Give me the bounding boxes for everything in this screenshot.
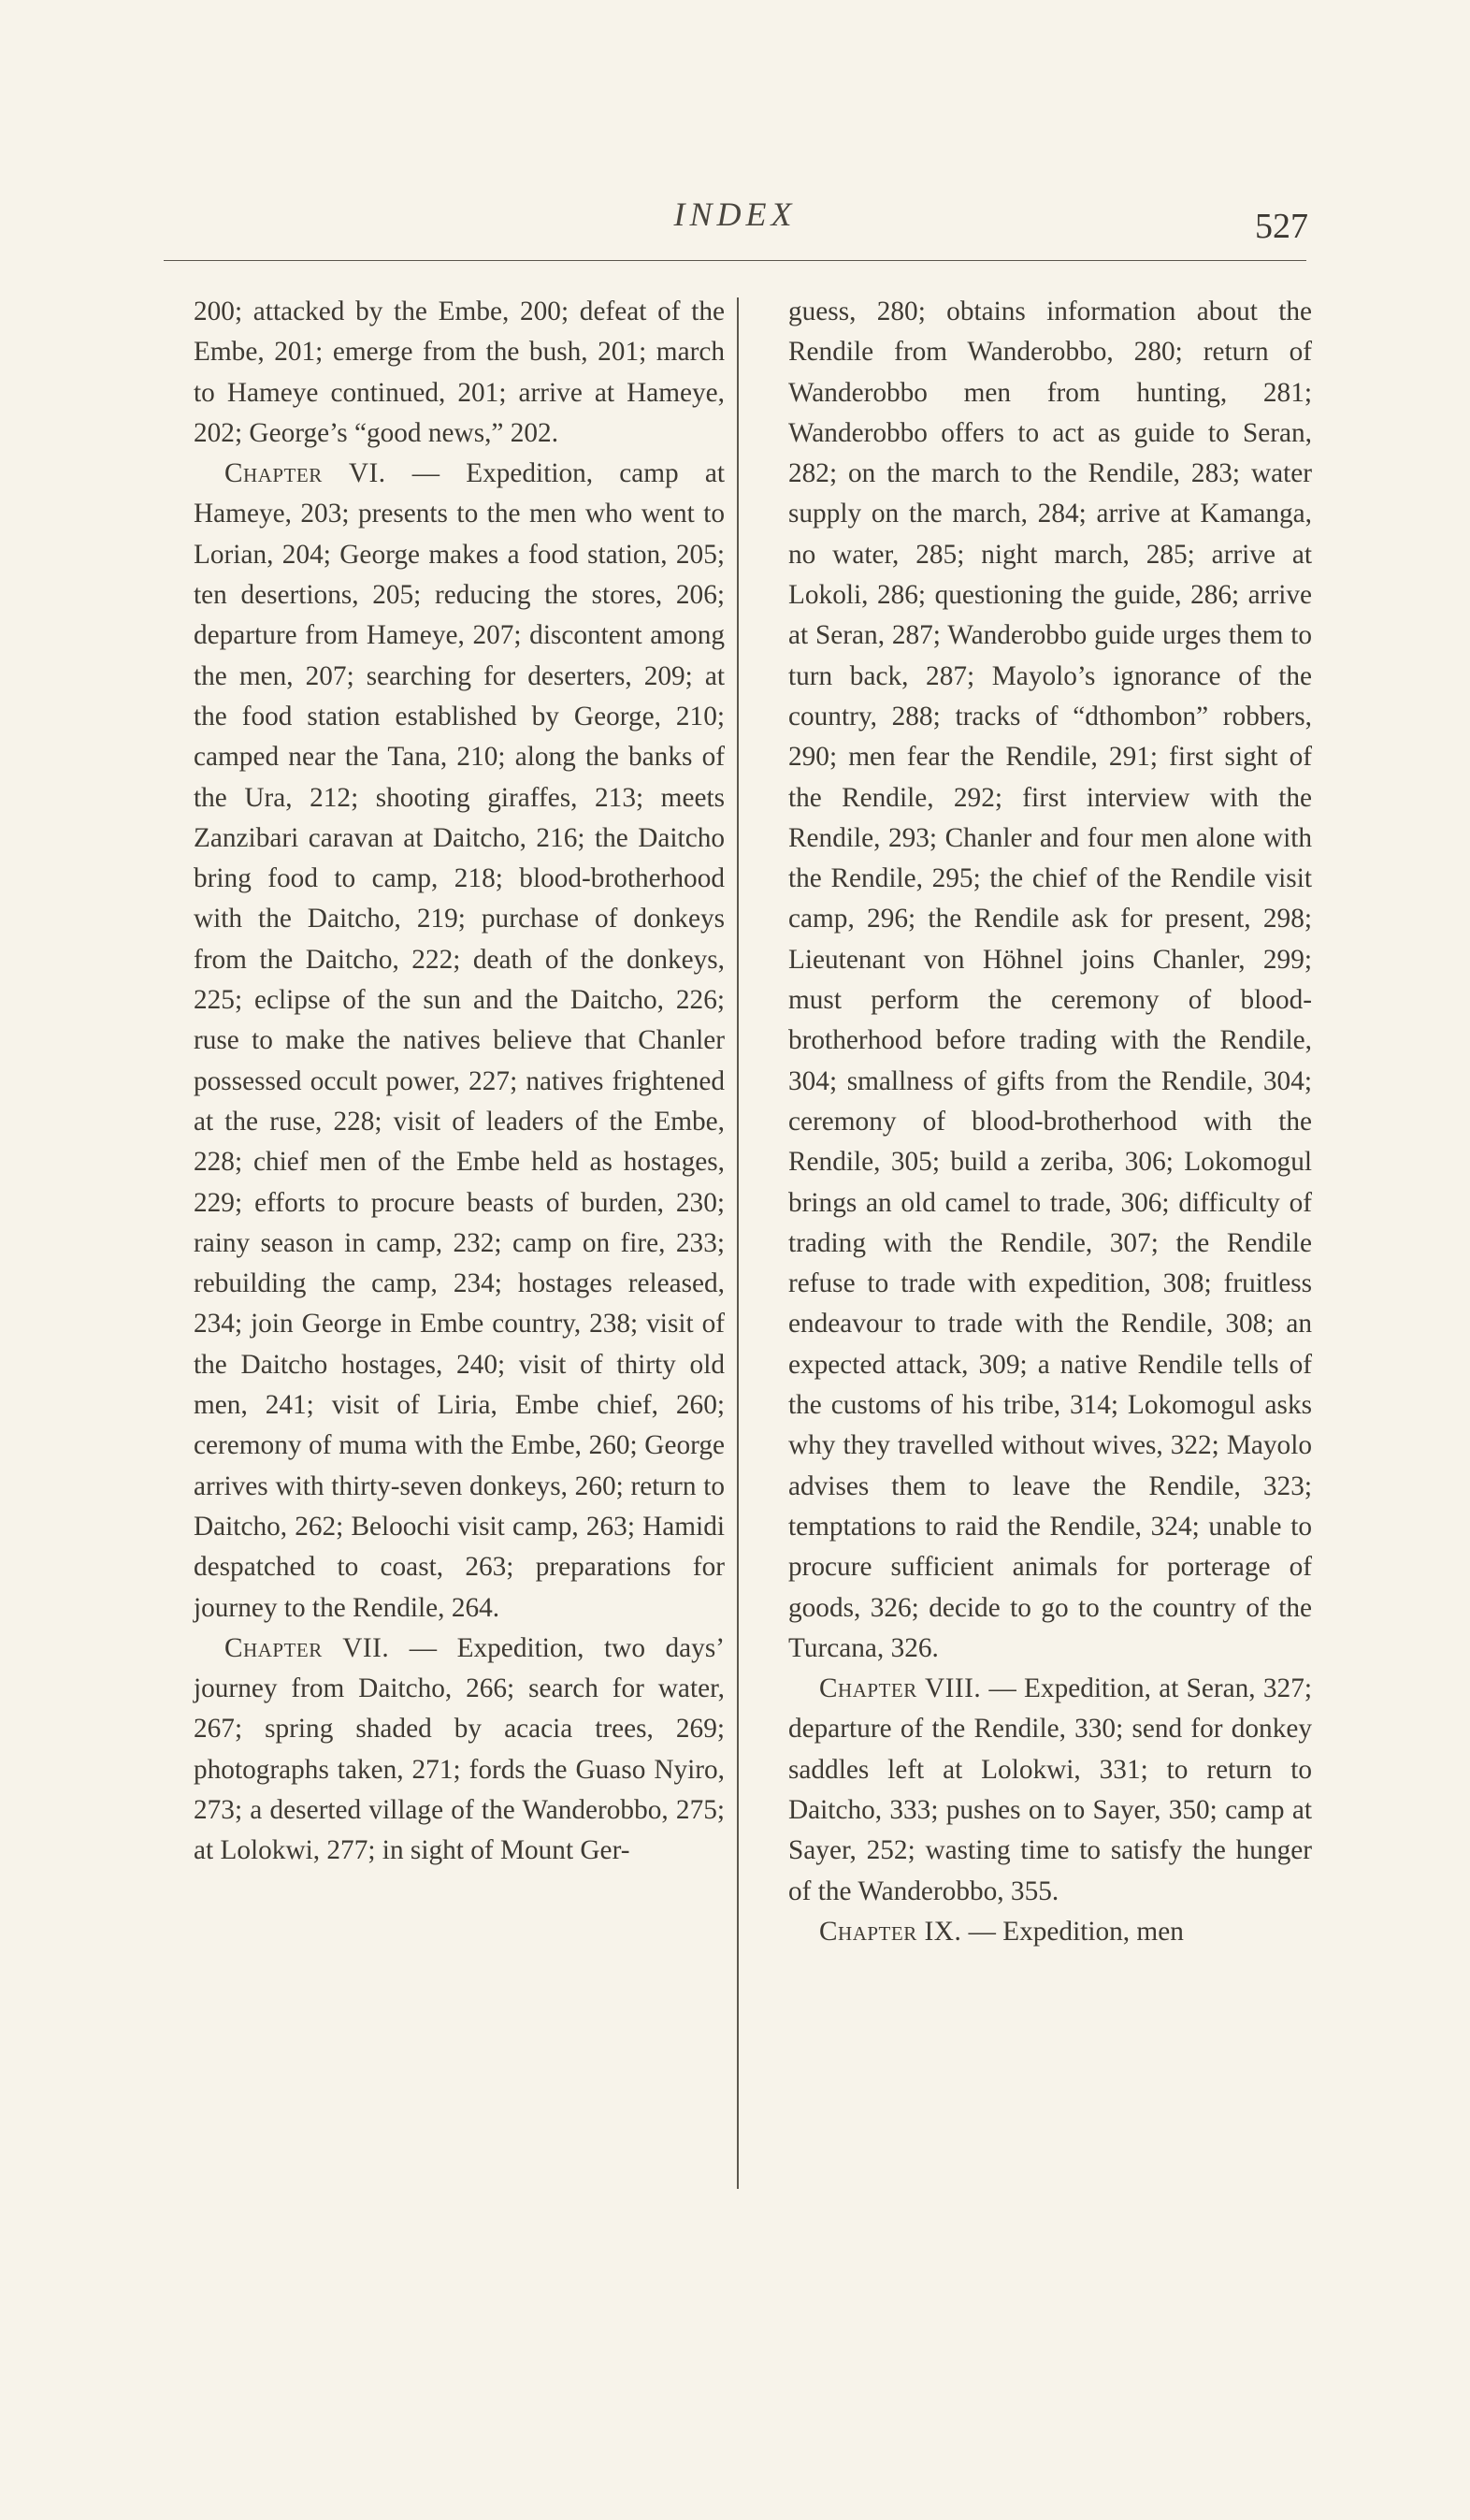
index-column-right bbox=[788, 292, 1312, 1952]
chapter-heading: Chapter VI. bbox=[224, 458, 386, 489]
page-header bbox=[0, 185, 1470, 260]
index-entry-chapter-vii bbox=[194, 1629, 725, 1872]
running-title: INDEX bbox=[673, 196, 797, 233]
index-entry-continuation: guess, 280; obtains information about the Rendile from Wanderobbo, 280; return of Wanderobbo men from hunting, 281; Wanderobbo offers to act as guide to Seran, 282; on the march to the Rendile, 283; water supply on the march, 284; arrive at Kamanga, no water, 285; night march, 285; arrive at Lokoli, 286; questioning the guide, 286; arrive at Seran, 287; Wanderobbo guide urges them to turn back, 287; Mayolo’s ignorance of the country, 288; tracks of “dthombon” robbers, 290; men fear the Rendile, 291; first sight of the Rendile, 292; first interview with the Rendile, 293; Chanler and four men alone with the Rendile, 295; the chief of the Rendile visit camp, 296; the Rendile ask for present, 298; Lieutenant von Höhnel joins Chanler, 299; must perform the ceremony of blood-brotherhood before trading with the Rendile, 304; smallness of gifts from the Rendile, 304; ceremony of blood-brotherhood with the Rendile, 305; build a zeriba, 306; Lokomogul brings an old camel to trade, 306; difficulty of trading with the Rendile, 307; the Rendile refuse to trade with expedition, 308; fruitless endeavour to trade with the Rendile, 308; an expected attack, 309; a native Rendile tells of the customs of his tribe, 314; Lokomogul asks why they travelled without wives, 322; Mayolo advises them to leave the Rendile, 323; temptations to raid the Rendile, 324; unable to procure sufficient animals for porterage of goods, 326; decide to go to the country of the Turcana, 326. bbox=[788, 297, 1312, 1663]
index-entry-continuation: 200; attacked by the Embe, 200; defeat of the Embe, 201; emerge from the bush, 201; march to Hameye continued, 201; arrive at Hameye, 202; George’s “good news,” 202. bbox=[194, 297, 725, 448]
chapter-heading: Chapter VIII. bbox=[819, 1673, 982, 1704]
index-entry-chapter-viii bbox=[788, 1669, 1312, 1912]
chapter-entry-text: — Expedition, two days’ journey from Daitcho, 266; search for water, 267; spring shaded by acacia trees, 269; photographs taken, 271; fords the Guaso Nyiro, 273; a deserted village of the Wanderobbo, 275; at Lolokwi, 277; in sight of Mount Ger- bbox=[194, 1632, 725, 1866]
chapter-entry-text: — Expedition, camp at Hameye, 203; presents to the men who went to Lorian, 204; George makes a food station, 205; ten desertions, 205; reducing the stores, 206; departure from Hameye, 207; discontent among the men, 207; searching for deserters, 209; at the food station established by George, 210; camped near the Tana, 210; along the banks of the Ura, 212; shooting giraffes, 213; meets Zanzibari caravan at Daitcho, 216; the Daitcho bring food to camp, 218; blood-brotherhood with the Daitcho, 219; purchase of donkeys from the Daitcho, 222; death of the donkeys, 225; eclipse of the sun and the Daitcho, 226; ruse to make the natives believe that Chanler possessed occult power, 227; natives frightened at the ruse, 228; visit of leaders of the Embe, 228; chief men of the Embe held as hostages, 229; efforts to procure beasts of burden, 230; rainy season in camp, 232; camp on fire, 233; rebuilding the camp, 234; hostages released, 234; join George in Embe country, 238; visit of the Daitcho hostages, 240; visit of thirty old men, 241; visit of Liria, Embe chief, 260; ceremony of muma with the Embe, 260; George arrives with thirty-seven donkeys, 260; return to Daitcho, 262; Beloochi visit camp, 263; Hamidi despatched to coast, 263; preparations for journey to the Rendile, 264. bbox=[194, 458, 725, 1623]
index-column-left bbox=[194, 292, 725, 1872]
chapter-entry-text: — Expedition, men bbox=[961, 1916, 1184, 1947]
column-divider bbox=[737, 297, 739, 2189]
page-number: 527 bbox=[1255, 207, 1308, 246]
chapter-heading: Chapter IX. bbox=[819, 1916, 962, 1947]
header-rule bbox=[164, 260, 1306, 261]
index-entry-chapter-ix bbox=[788, 1912, 1312, 1952]
chapter-entry-text: — Expedition, at Seran, 327; departure of the Rendile, 330; send for donkey saddles left at Lolokwi, 331; to return to Daitcho, 333; pushes on to Sayer, 350; camp at Sayer, 252; wasting time to satisfy the hunger of the Wanderobbo, 355. bbox=[788, 1673, 1312, 1906]
index-entry-chapter-vi bbox=[194, 454, 725, 1629]
chapter-heading: Chapter VII. bbox=[224, 1632, 390, 1663]
